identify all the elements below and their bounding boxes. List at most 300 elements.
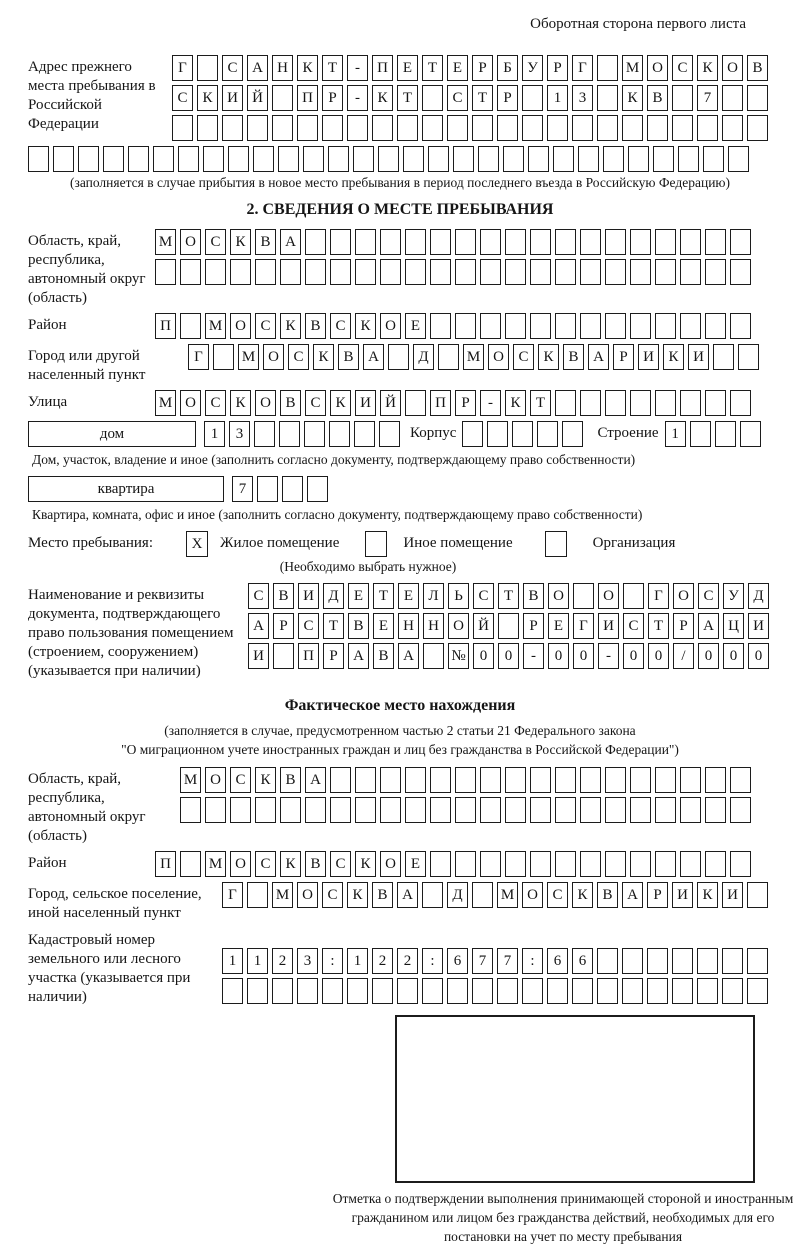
oblast-cell[interactable]: А [280, 229, 301, 255]
prev-address-cell[interactable]: К [372, 85, 393, 111]
prev-address-cell[interactable] [422, 85, 443, 111]
fact-raion-cell[interactable]: С [330, 851, 351, 877]
oblast-cell[interactable] [455, 259, 476, 285]
doc-cell[interactable]: С [298, 613, 319, 639]
kadastr-cell[interactable] [622, 948, 643, 974]
kadastr-cell[interactable] [422, 978, 443, 1004]
prev-address-cell[interactable] [672, 85, 693, 111]
kadastr-cell[interactable]: 1 [247, 948, 268, 974]
fact-raion-cell[interactable] [655, 851, 676, 877]
fact-raion-cell[interactable] [430, 851, 451, 877]
prev-address-cell[interactable] [522, 85, 543, 111]
doc-cell[interactable]: Ь [448, 583, 469, 609]
doc-cell[interactable]: 0 [623, 643, 644, 669]
raion-cell[interactable]: О [380, 313, 401, 339]
gorod-cell[interactable]: И [688, 344, 709, 370]
fact-gorod-cell[interactable]: К [697, 882, 718, 908]
doc-cell[interactable]: О [548, 583, 569, 609]
stroenie-cell[interactable] [715, 421, 736, 447]
doc-cell[interactable] [498, 613, 519, 639]
oblast-cell[interactable] [630, 229, 651, 255]
fact-oblast-cell[interactable] [430, 767, 451, 793]
fact-oblast-cell[interactable]: А [305, 767, 326, 793]
oblast-cell[interactable] [455, 229, 476, 255]
kadastr-cell[interactable] [297, 978, 318, 1004]
prev-address-cell[interactable] [172, 115, 193, 141]
fact-gorod-cell[interactable]: С [322, 882, 343, 908]
doc-cell[interactable]: Т [323, 613, 344, 639]
prev-address-cell[interactable]: О [722, 55, 743, 81]
prev-address-cell[interactable] [372, 115, 393, 141]
doc-cell[interactable]: У [723, 583, 744, 609]
raion-cell[interactable]: М [205, 313, 226, 339]
doc-cell[interactable]: 0 [573, 643, 594, 669]
prev-address-cell[interactable] [247, 115, 268, 141]
prev-address-cell[interactable] [597, 55, 618, 81]
prev-address-cell[interactable]: К [197, 85, 218, 111]
oblast-cell[interactable] [705, 259, 726, 285]
prev-address-cell[interactable] [722, 85, 743, 111]
kadastr-cell[interactable] [572, 978, 593, 1004]
prev-address-cell[interactable] [447, 115, 468, 141]
prev-address-cell[interactable]: Т [422, 55, 443, 81]
kadastr-cell[interactable] [747, 948, 768, 974]
fact-raion-cell[interactable] [180, 851, 201, 877]
gorod-cell[interactable]: С [513, 344, 534, 370]
doc-cell[interactable]: В [523, 583, 544, 609]
raion-cell[interactable]: С [330, 313, 351, 339]
kadastr-cell[interactable] [647, 948, 668, 974]
fact-raion-cell[interactable] [505, 851, 526, 877]
doc-cell[interactable]: Е [373, 613, 394, 639]
kadastr-cell[interactable] [722, 978, 743, 1004]
fact-gorod-cell[interactable]: Г [222, 882, 243, 908]
kadastr-cell[interactable] [722, 948, 743, 974]
doc-cell[interactable]: Н [398, 613, 419, 639]
raion-cell[interactable] [605, 313, 626, 339]
prev-address-cell[interactable] [222, 115, 243, 141]
prev-address-cell[interactable] [697, 115, 718, 141]
fact-oblast-cell[interactable] [455, 797, 476, 823]
fact-raion-cell[interactable]: К [355, 851, 376, 877]
fact-raion-cell[interactable]: О [380, 851, 401, 877]
prev-address-cell[interactable] [347, 115, 368, 141]
prev-address-cell[interactable] [747, 85, 768, 111]
doc-cell[interactable]: С [248, 583, 269, 609]
prev-address-cell[interactable] [503, 146, 524, 172]
doc-cell[interactable]: 0 [498, 643, 519, 669]
ulitsa-cell[interactable] [630, 390, 651, 416]
prev-address-cell[interactable] [272, 115, 293, 141]
doc-cell[interactable]: О [448, 613, 469, 639]
oblast-cell[interactable] [355, 259, 376, 285]
doc-cell[interactable]: Д [323, 583, 344, 609]
doc-cell[interactable]: О [673, 583, 694, 609]
oblast-cell[interactable] [555, 229, 576, 255]
fact-oblast-cell[interactable] [655, 797, 676, 823]
prev-address-cell[interactable] [553, 146, 574, 172]
raion-cell[interactable] [655, 313, 676, 339]
doc-cell[interactable]: 0 [473, 643, 494, 669]
prev-address-cell[interactable] [128, 146, 149, 172]
prev-address-cell[interactable]: П [372, 55, 393, 81]
fact-oblast-cell[interactable] [655, 767, 676, 793]
prev-address-cell[interactable]: Н [272, 55, 293, 81]
ulitsa-cell[interactable] [605, 390, 626, 416]
prev-address-cell[interactable] [722, 115, 743, 141]
oblast-cell[interactable] [605, 259, 626, 285]
ulitsa-cell[interactable] [655, 390, 676, 416]
doc-cell[interactable]: Д [748, 583, 769, 609]
prev-address-cell[interactable] [672, 115, 693, 141]
ulitsa-cell[interactable]: С [205, 390, 226, 416]
fact-oblast-cell[interactable] [605, 767, 626, 793]
prev-address-cell[interactable]: Т [472, 85, 493, 111]
raion-cell[interactable]: В [305, 313, 326, 339]
kadastr-cell[interactable]: 6 [572, 948, 593, 974]
kadastr-cell[interactable] [522, 978, 543, 1004]
ulitsa-cell[interactable]: С [305, 390, 326, 416]
fact-oblast-cell[interactable] [255, 797, 276, 823]
prev-address-cell[interactable]: Г [572, 55, 593, 81]
doc-cell[interactable]: Е [398, 583, 419, 609]
fact-oblast-cell[interactable] [380, 767, 401, 793]
oblast-cell[interactable] [505, 259, 526, 285]
doc-cell[interactable]: Е [548, 613, 569, 639]
gorod-cell[interactable]: В [338, 344, 359, 370]
oblast-cell[interactable] [655, 259, 676, 285]
oblast-cell[interactable] [380, 229, 401, 255]
doc-cell[interactable]: Т [373, 583, 394, 609]
oblast-cell[interactable]: О [180, 229, 201, 255]
doc-cell[interactable]: А [398, 643, 419, 669]
kvartira-cell[interactable] [257, 476, 278, 502]
ulitsa-cell[interactable]: К [330, 390, 351, 416]
prev-address-cell[interactable]: П [297, 85, 318, 111]
fact-oblast-cell[interactable]: С [230, 767, 251, 793]
prev-address-cell[interactable] [197, 55, 218, 81]
raion-cell[interactable] [430, 313, 451, 339]
gorod-cell[interactable]: К [313, 344, 334, 370]
prev-address-cell[interactable]: Б [497, 55, 518, 81]
oblast-cell[interactable] [305, 229, 326, 255]
prev-address-cell[interactable] [497, 115, 518, 141]
doc-cell[interactable]: О [598, 583, 619, 609]
fact-oblast-cell[interactable] [355, 797, 376, 823]
prev-address-cell[interactable] [728, 146, 749, 172]
checkbox-inoe-cell[interactable] [365, 531, 387, 557]
oblast-cell[interactable] [355, 229, 376, 255]
doc-cell[interactable]: И [748, 613, 769, 639]
ulitsa-cell[interactable]: Р [455, 390, 476, 416]
prev-address-cell[interactable]: К [297, 55, 318, 81]
fact-raion-cell[interactable]: В [305, 851, 326, 877]
gorod-cell[interactable]: М [238, 344, 259, 370]
doc-cell[interactable]: 0 [548, 643, 569, 669]
raion-cell[interactable]: П [155, 313, 176, 339]
korpus-cell[interactable] [537, 421, 558, 447]
prev-address-cell[interactable] [472, 115, 493, 141]
fact-oblast-cell[interactable] [480, 797, 501, 823]
fact-oblast-cell[interactable] [555, 797, 576, 823]
doc-cell[interactable]: Г [573, 613, 594, 639]
prev-address-cell[interactable]: В [647, 85, 668, 111]
oblast-cell[interactable]: М [155, 229, 176, 255]
kadastr-cell[interactable]: 3 [297, 948, 318, 974]
fact-oblast-cell[interactable] [705, 767, 726, 793]
gorod-cell[interactable]: О [488, 344, 509, 370]
raion-cell[interactable]: О [230, 313, 251, 339]
fact-raion-cell[interactable]: Е [405, 851, 426, 877]
kvartira-cell[interactable]: 7 [232, 476, 253, 502]
stroenie-cell[interactable] [690, 421, 711, 447]
ulitsa-cell[interactable]: К [505, 390, 526, 416]
fact-raion-cell[interactable] [705, 851, 726, 877]
doc-cell[interactable]: Г [648, 583, 669, 609]
fact-raion-cell[interactable] [680, 851, 701, 877]
dom-cell[interactable] [304, 421, 325, 447]
prev-address-cell[interactable] [353, 146, 374, 172]
doc-cell[interactable] [573, 583, 594, 609]
oblast-cell[interactable] [580, 259, 601, 285]
prev-address-cell[interactable]: У [522, 55, 543, 81]
kadastr-cell[interactable] [447, 978, 468, 1004]
fact-oblast-cell[interactable] [330, 797, 351, 823]
raion-cell[interactable]: К [355, 313, 376, 339]
oblast-cell[interactable] [430, 259, 451, 285]
prev-address-cell[interactable]: Е [397, 55, 418, 81]
fact-raion-cell[interactable]: К [280, 851, 301, 877]
fact-oblast-cell[interactable]: О [205, 767, 226, 793]
fact-raion-cell[interactable]: М [205, 851, 226, 877]
fact-oblast-cell[interactable] [280, 797, 301, 823]
prev-address-cell[interactable] [397, 115, 418, 141]
prev-address-cell[interactable] [528, 146, 549, 172]
doc-cell[interactable]: А [698, 613, 719, 639]
doc-cell[interactable]: 0 [748, 643, 769, 669]
prev-address-cell[interactable]: 3 [572, 85, 593, 111]
prev-address-cell[interactable] [403, 146, 424, 172]
fact-gorod-cell[interactable]: А [622, 882, 643, 908]
oblast-cell[interactable] [405, 229, 426, 255]
stroenie-cell[interactable]: 1 [665, 421, 686, 447]
prev-address-cell[interactable]: - [347, 55, 368, 81]
ulitsa-cell[interactable]: К [230, 390, 251, 416]
prev-address-cell[interactable] [597, 85, 618, 111]
dom-cell[interactable] [379, 421, 400, 447]
ulitsa-cell[interactable]: И [355, 390, 376, 416]
oblast-cell[interactable] [230, 259, 251, 285]
prev-address-cell[interactable] [322, 115, 343, 141]
raion-cell[interactable] [730, 313, 751, 339]
kvartira-cell[interactable] [307, 476, 328, 502]
prev-address-cell[interactable] [328, 146, 349, 172]
fact-raion-cell[interactable] [480, 851, 501, 877]
fact-gorod-cell[interactable] [472, 882, 493, 908]
fact-oblast-cell[interactable] [680, 767, 701, 793]
prev-address-cell[interactable] [378, 146, 399, 172]
prev-address-cell[interactable] [478, 146, 499, 172]
kadastr-cell[interactable]: : [522, 948, 543, 974]
gorod-cell[interactable]: К [663, 344, 684, 370]
prev-address-cell[interactable] [203, 146, 224, 172]
kadastr-cell[interactable]: 1 [222, 948, 243, 974]
fact-oblast-cell[interactable] [455, 767, 476, 793]
prev-address-cell[interactable]: С [172, 85, 193, 111]
prev-address-cell[interactable]: Й [247, 85, 268, 111]
dom-cell[interactable] [354, 421, 375, 447]
prev-address-cell[interactable]: Г [172, 55, 193, 81]
prev-address-cell[interactable] [572, 115, 593, 141]
ulitsa-cell[interactable] [555, 390, 576, 416]
oblast-cell[interactable] [705, 229, 726, 255]
fact-raion-cell[interactable]: П [155, 851, 176, 877]
doc-cell[interactable]: П [298, 643, 319, 669]
gorod-cell[interactable]: О [263, 344, 284, 370]
doc-cell[interactable] [423, 643, 444, 669]
doc-cell[interactable]: В [348, 613, 369, 639]
prev-address-cell[interactable] [647, 115, 668, 141]
prev-address-cell[interactable]: Р [547, 55, 568, 81]
doc-cell[interactable]: Ц [723, 613, 744, 639]
fact-gorod-cell[interactable]: Р [647, 882, 668, 908]
fact-oblast-cell[interactable] [705, 797, 726, 823]
doc-cell[interactable]: Й [473, 613, 494, 639]
doc-cell[interactable]: И [298, 583, 319, 609]
dom-cell[interactable] [329, 421, 350, 447]
kadastr-cell[interactable]: 2 [397, 948, 418, 974]
fact-oblast-cell[interactable] [555, 767, 576, 793]
fact-raion-cell[interactable]: С [255, 851, 276, 877]
kadastr-cell[interactable]: 7 [497, 948, 518, 974]
oblast-cell[interactable] [330, 229, 351, 255]
kadastr-cell[interactable]: 6 [447, 948, 468, 974]
gorod-cell[interactable]: А [588, 344, 609, 370]
oblast-cell[interactable] [480, 229, 501, 255]
fact-oblast-cell[interactable] [430, 797, 451, 823]
doc-cell[interactable]: Р [523, 613, 544, 639]
stroenie-cell[interactable] [740, 421, 761, 447]
raion-cell[interactable]: С [255, 313, 276, 339]
prev-address-cell[interactable] [53, 146, 74, 172]
ulitsa-cell[interactable]: М [155, 390, 176, 416]
korpus-cell[interactable] [487, 421, 508, 447]
raion-cell[interactable] [580, 313, 601, 339]
kadastr-cell[interactable]: 2 [272, 948, 293, 974]
kadastr-cell[interactable] [597, 948, 618, 974]
fact-oblast-cell[interactable] [480, 767, 501, 793]
prev-address-cell[interactable]: О [647, 55, 668, 81]
fact-gorod-cell[interactable]: М [497, 882, 518, 908]
doc-cell[interactable]: А [348, 643, 369, 669]
gorod-cell[interactable] [738, 344, 759, 370]
gorod-cell[interactable]: К [538, 344, 559, 370]
prev-address-cell[interactable] [622, 115, 643, 141]
raion-cell[interactable] [680, 313, 701, 339]
fact-oblast-cell[interactable] [405, 797, 426, 823]
fact-gorod-cell[interactable]: А [397, 882, 418, 908]
prev-address-cell[interactable] [678, 146, 699, 172]
raion-cell[interactable] [505, 313, 526, 339]
oblast-cell[interactable] [505, 229, 526, 255]
doc-cell[interactable]: Н [423, 613, 444, 639]
fact-raion-cell[interactable] [580, 851, 601, 877]
doc-cell[interactable]: Р [323, 643, 344, 669]
kadastr-cell[interactable] [322, 978, 343, 1004]
kadastr-cell[interactable] [597, 978, 618, 1004]
oblast-cell[interactable] [255, 259, 276, 285]
ulitsa-cell[interactable] [405, 390, 426, 416]
ulitsa-cell[interactable] [680, 390, 701, 416]
prev-address-cell[interactable] [197, 115, 218, 141]
fact-oblast-cell[interactable] [380, 797, 401, 823]
fact-gorod-cell[interactable]: С [547, 882, 568, 908]
oblast-cell[interactable] [380, 259, 401, 285]
prev-address-cell[interactable] [703, 146, 724, 172]
fact-oblast-cell[interactable] [355, 767, 376, 793]
prev-address-cell[interactable]: К [697, 55, 718, 81]
doc-cell[interactable]: - [523, 643, 544, 669]
gorod-cell[interactable]: А [363, 344, 384, 370]
gorod-cell[interactable] [438, 344, 459, 370]
doc-cell[interactable] [623, 583, 644, 609]
prev-address-cell[interactable] [428, 146, 449, 172]
fact-gorod-cell[interactable]: В [372, 882, 393, 908]
oblast-cell[interactable] [480, 259, 501, 285]
fact-oblast-cell[interactable]: М [180, 767, 201, 793]
doc-cell[interactable]: И [598, 613, 619, 639]
prev-address-cell[interactable]: И [222, 85, 243, 111]
prev-address-cell[interactable] [153, 146, 174, 172]
raion-cell[interactable] [705, 313, 726, 339]
oblast-cell[interactable] [530, 259, 551, 285]
gorod-cell[interactable]: Г [188, 344, 209, 370]
ulitsa-cell[interactable]: Т [530, 390, 551, 416]
kadastr-cell[interactable] [622, 978, 643, 1004]
fact-oblast-cell[interactable] [505, 797, 526, 823]
oblast-cell[interactable] [680, 229, 701, 255]
fact-oblast-cell[interactable] [230, 797, 251, 823]
doc-cell[interactable]: / [673, 643, 694, 669]
fact-gorod-cell[interactable]: Д [447, 882, 468, 908]
oblast-cell[interactable] [680, 259, 701, 285]
fact-oblast-cell[interactable] [505, 767, 526, 793]
gorod-cell[interactable]: В [563, 344, 584, 370]
prev-address-cell[interactable]: Е [447, 55, 468, 81]
prev-address-cell[interactable] [253, 146, 274, 172]
prev-address-cell[interactable] [597, 115, 618, 141]
oblast-cell[interactable] [205, 259, 226, 285]
ulitsa-cell[interactable]: - [480, 390, 501, 416]
kadastr-cell[interactable] [247, 978, 268, 1004]
doc-cell[interactable]: - [598, 643, 619, 669]
prev-address-cell[interactable]: С [222, 55, 243, 81]
checkbox-org-cell[interactable] [545, 531, 567, 557]
prev-address-cell[interactable]: 7 [697, 85, 718, 111]
kadastr-cell[interactable] [222, 978, 243, 1004]
fact-gorod-cell[interactable]: И [722, 882, 743, 908]
fact-gorod-cell[interactable] [747, 882, 768, 908]
prev-address-cell[interactable]: С [672, 55, 693, 81]
raion-cell[interactable]: К [280, 313, 301, 339]
prev-address-cell[interactable]: Т [397, 85, 418, 111]
gorod-cell[interactable] [713, 344, 734, 370]
fact-oblast-cell[interactable] [580, 767, 601, 793]
oblast-cell[interactable]: К [230, 229, 251, 255]
doc-cell[interactable]: № [448, 643, 469, 669]
oblast-cell[interactable] [430, 229, 451, 255]
kadastr-cell[interactable]: 1 [347, 948, 368, 974]
